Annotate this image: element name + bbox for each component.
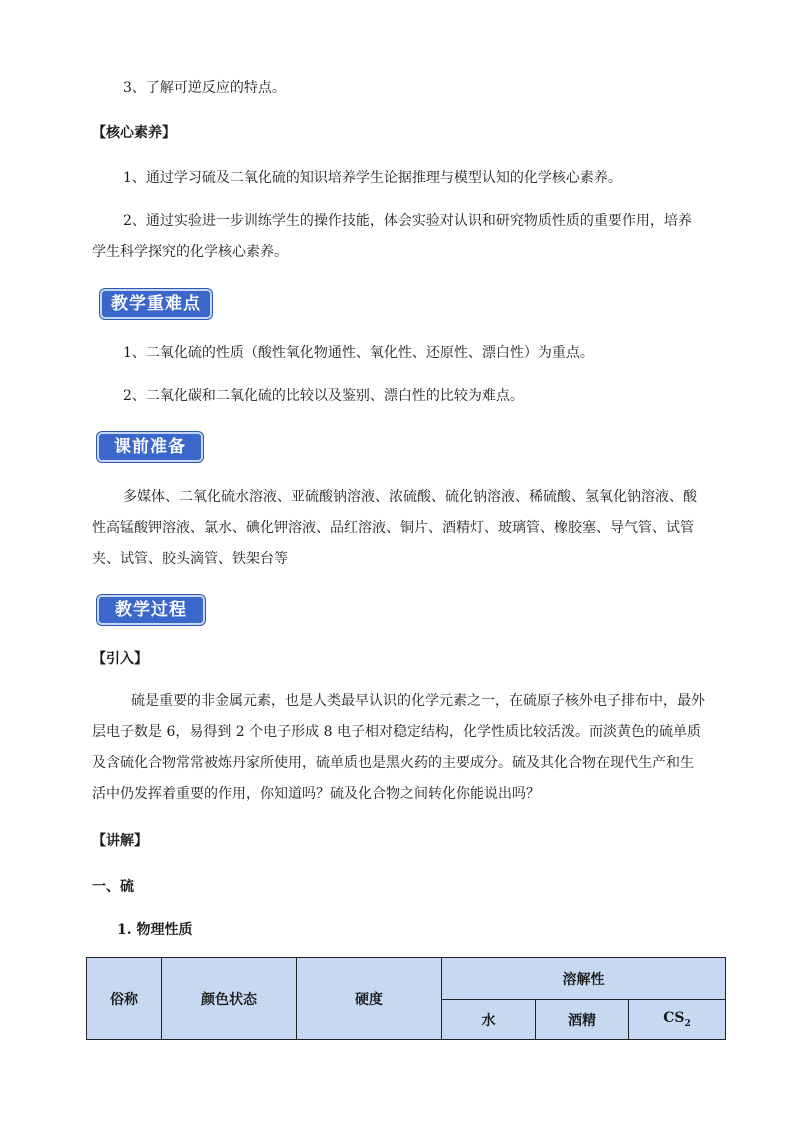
preparation-badge: 课前准备 [97,432,203,462]
cs2-base: CS [663,1010,685,1027]
header-hardness: 硬度 [297,958,442,1040]
header-water: 水 [442,1000,536,1040]
explain-heading: 【讲解】 [92,833,148,849]
section-sulfur-heading: 一、硫 [92,879,134,895]
core-literacy-item-2: 2、通过实验进一步训练学生的操作技能，体会实验对认识和研究物质性质的重要作用，培养学生科学探究的化学核心素养。 [92,213,692,260]
header-solubility: 溶解性 [442,958,726,1000]
core-literacy-item-1: 1、通过学习硫及二氧化硫的知识培养学生论据推理与模型认知的化学核心素养。 [123,170,622,186]
intro-text: 硫是重要的非金属元素，也是人类最早认识的化学元素之一，在硫原子核外电子排布中，最外层电子数是 6，易得到 2 个电子形成 8 电子相对稳定结构，化学性质比较活泼。而淡黄色的硫单质及含硫化合物常常被炼丹家所使用，硫单质也是黑火药的主要成分。硫及其化合物在现代生产和生活中仍发挥着重要的作用，你知道吗？硫及化合物之间转化你能说出吗？ [92,693,705,802]
physical-properties-table [86,957,726,1040]
process-badge: 教学过程 [97,595,205,625]
header-common-name: 俗称 [87,958,162,1040]
cs2-subscript: 2 [684,1018,691,1029]
intro-heading: 【引入】 [92,651,148,667]
key-points-badge: 教学重难点 [100,289,212,319]
objective-3: 3、了解可逆反应的特点。 [123,80,286,96]
core-literacy-heading: 【核心素养】 [92,125,176,141]
key-point-1: 1、二氧化硫的性质（酸性氧化物通性、氧化性、还原性、漂白性）为重点。 [123,345,594,361]
physical-properties-heading: 1. 物理性质 [117,922,193,938]
preparation-text: 多媒体、二氧化硫水溶液、亚硫酸钠溶液、浓硫酸、硫化钠溶液、稀硫酸、氢氧化钠溶液、酸性高锰酸钾溶液、氯水、碘化钾溶液、品红溶液、铜片、酒精灯、玻璃管、橡胶塞、导气管、试管夹、试管、胶头滴管、铁架台等 [92,489,697,567]
header-alcohol: 酒精 [536,1000,629,1040]
header-cs2 [629,1000,726,1040]
key-point-2: 2、二氧化碳和二氧化硫的比较以及鉴别、漂白性的比较为难点。 [123,388,524,404]
header-color-state: 颜色状态 [162,958,297,1040]
